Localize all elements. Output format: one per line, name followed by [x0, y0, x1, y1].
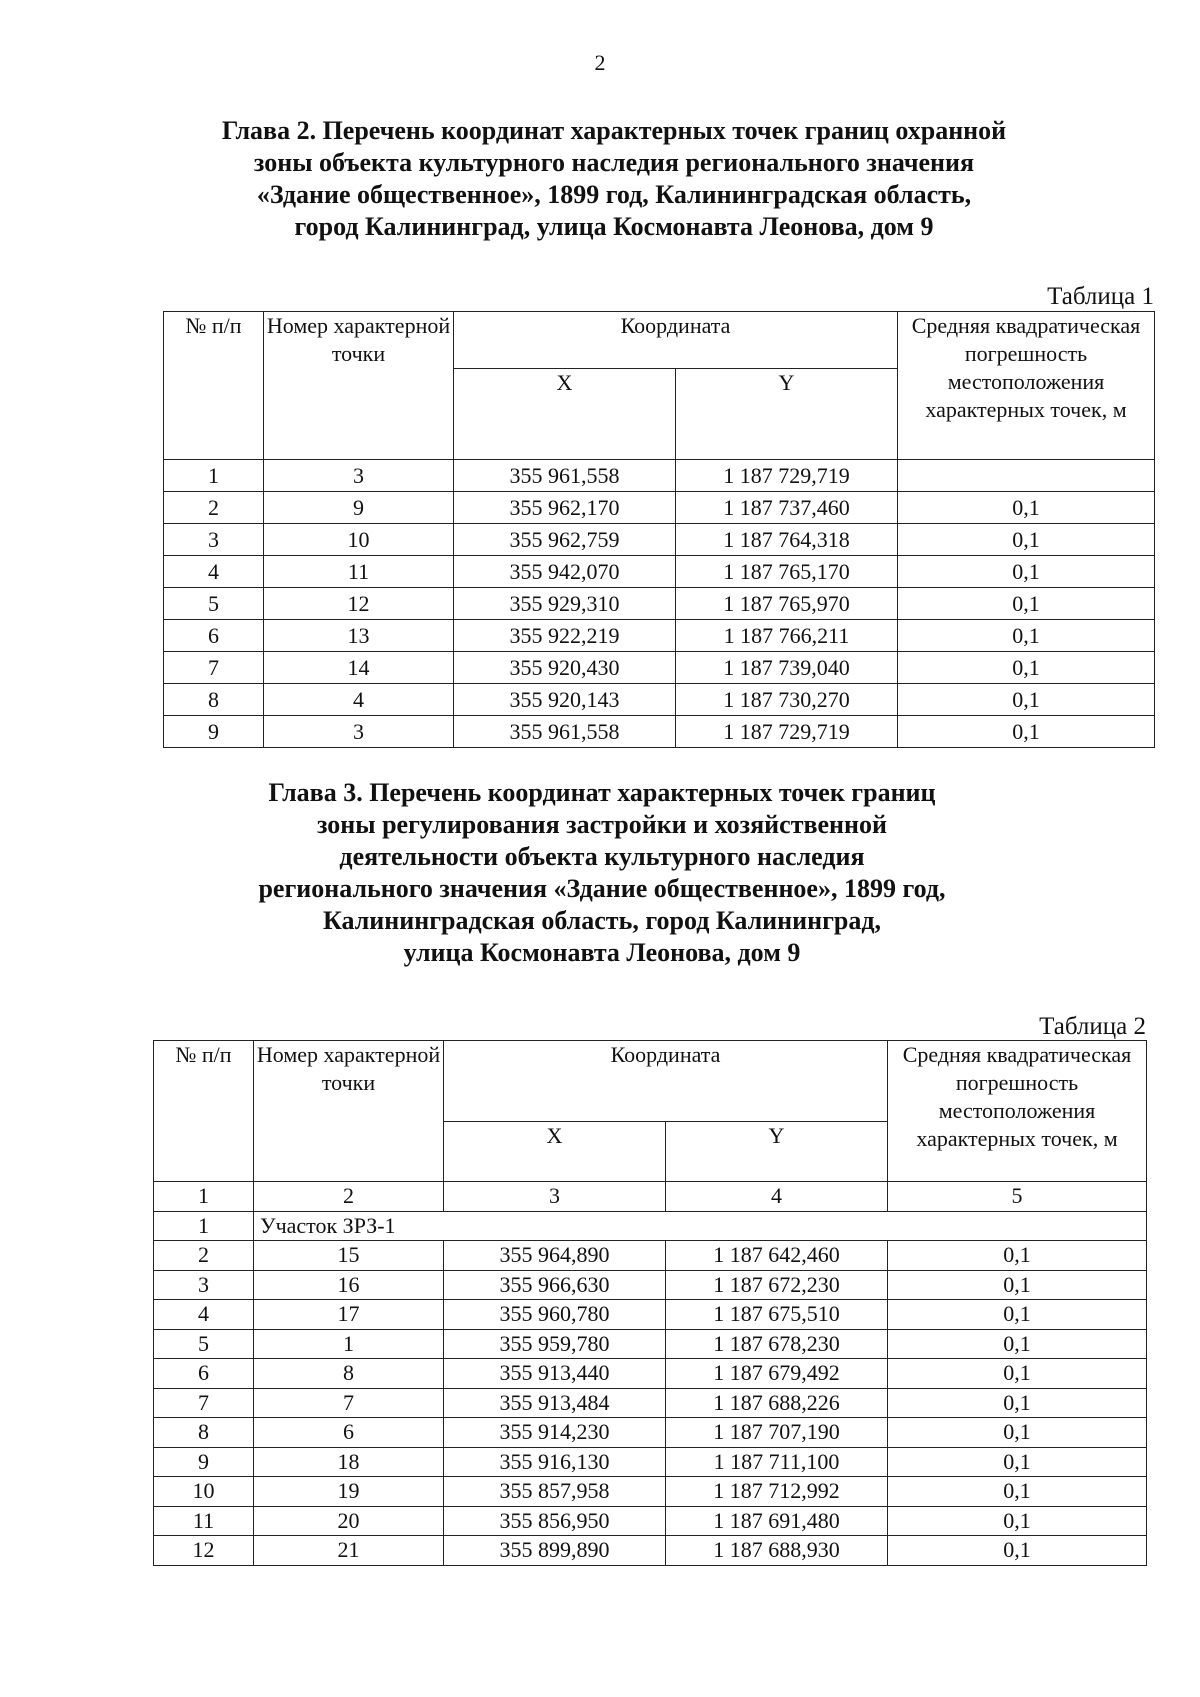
cell-error: 0,1 — [898, 524, 1155, 556]
cell-num: 6 — [164, 620, 264, 652]
cell-y: 1 187 730,270 — [676, 684, 898, 716]
table2-coordinates — [153, 1040, 1147, 1566]
cell-y: 1 187 764,318 — [676, 524, 898, 556]
cell-point-number: 19 — [254, 1477, 444, 1507]
cell-point-number: 6 — [254, 1418, 444, 1448]
table-row — [154, 1477, 1147, 1507]
table-row — [164, 556, 1155, 588]
cell-error: 0,1 — [888, 1447, 1147, 1477]
cell-error: 0,1 — [888, 1270, 1147, 1300]
section-row-label: Участок ЗРЗ-1 — [254, 1211, 1147, 1241]
cell-error: 0,1 — [898, 684, 1155, 716]
cell-point-number: 20 — [254, 1506, 444, 1536]
cell-x: 355 856,950 — [444, 1506, 666, 1536]
header-point-number: Номер характерной точки — [254, 1041, 444, 1182]
cell-x: 355 920,430 — [454, 652, 676, 684]
cell-num: 8 — [164, 684, 264, 716]
cell-x: 355 962,170 — [454, 492, 676, 524]
cell-y: 1 187 679,492 — [666, 1359, 888, 1389]
chapter2-title-line: зоны объекта культурного наследия регионального значения — [253, 148, 975, 177]
table-row — [164, 524, 1155, 556]
table-row — [164, 492, 1155, 524]
cell-point-number: 8 — [254, 1359, 444, 1389]
column-number: 2 — [254, 1182, 444, 1212]
cell-x: 355 964,890 — [444, 1241, 666, 1271]
table1-coordinates — [163, 311, 1155, 748]
header-error: Средняя квадратическая погрешность местоположения характерных точек, м — [888, 1041, 1147, 1182]
cell-error: 0,1 — [888, 1506, 1147, 1536]
table-row — [154, 1270, 1147, 1300]
cell-error: 0,1 — [888, 1418, 1147, 1448]
column-number: 3 — [444, 1182, 666, 1212]
cell-y: 1 187 675,510 — [666, 1300, 888, 1330]
cell-x: 355 961,558 — [454, 716, 676, 748]
cell-x: 355 899,890 — [444, 1536, 666, 1566]
cell-point-number: 13 — [264, 620, 454, 652]
table-row — [154, 1536, 1147, 1566]
header-coordinate: Координата — [454, 312, 898, 369]
cell-x: 355 916,130 — [444, 1447, 666, 1477]
cell-x: 355 959,780 — [444, 1329, 666, 1359]
cell-num: 10 — [154, 1477, 254, 1507]
cell-point-number: 17 — [254, 1300, 444, 1330]
page-number: 2 — [594, 50, 606, 75]
table-row — [154, 1329, 1147, 1359]
cell-error: 0,1 — [898, 588, 1155, 620]
chapter3-title-line: Глава 3. Перечень координат характерных точек границ — [268, 778, 936, 807]
cell-num: 3 — [164, 524, 264, 556]
cell-num: 2 — [154, 1241, 254, 1271]
cell-x: 355 914,230 — [444, 1418, 666, 1448]
header-coordinate: Координата — [444, 1041, 888, 1122]
cell-error: 0,1 — [888, 1359, 1147, 1389]
cell-num: 11 — [154, 1506, 254, 1536]
cell-num: 5 — [154, 1329, 254, 1359]
table-row — [154, 1300, 1147, 1330]
cell-point-number: 18 — [254, 1447, 444, 1477]
column-number: 4 — [666, 1182, 888, 1212]
chapter2-title — [14, 115, 1200, 243]
section-row-num: 1 — [154, 1211, 254, 1241]
cell-error: 0,1 — [888, 1477, 1147, 1507]
cell-point-number: 14 — [264, 652, 454, 684]
cell-error: 0,1 — [898, 556, 1155, 588]
cell-num: 5 — [164, 588, 264, 620]
cell-point-number: 3 — [264, 716, 454, 748]
cell-point-number: 12 — [264, 588, 454, 620]
cell-y: 1 187 739,040 — [676, 652, 898, 684]
cell-y: 1 187 642,460 — [666, 1241, 888, 1271]
cell-x: 355 960,780 — [444, 1300, 666, 1330]
cell-error: 0,1 — [888, 1241, 1147, 1271]
cell-num: 3 — [154, 1270, 254, 1300]
header-point-number: Номер характерной точки — [264, 312, 454, 460]
cell-error: 0,1 — [888, 1300, 1147, 1330]
table-row — [154, 1241, 1147, 1271]
cell-x: 355 961,558 — [454, 460, 676, 492]
chapter2-title-line: Глава 2. Перечень координат характерных точек границ охранной — [221, 116, 1007, 145]
cell-y: 1 187 729,719 — [676, 460, 898, 492]
table-row — [164, 588, 1155, 620]
header-x: X — [444, 1122, 666, 1182]
cell-num: 7 — [154, 1388, 254, 1418]
chapter2-title-line: город Калининград, улица Космонавта Леонова, дом 9 — [294, 212, 934, 241]
column-number: 5 — [888, 1182, 1147, 1212]
cell-x: 355 966,630 — [444, 1270, 666, 1300]
cell-point-number: 9 — [264, 492, 454, 524]
cell-error: 0,1 — [888, 1329, 1147, 1359]
cell-num: 12 — [154, 1536, 254, 1566]
cell-num: 4 — [164, 556, 264, 588]
cell-num: 7 — [164, 652, 264, 684]
cell-num: 9 — [154, 1447, 254, 1477]
table-row — [154, 1506, 1147, 1536]
header-x: X — [454, 369, 676, 460]
cell-x: 355 942,070 — [454, 556, 676, 588]
cell-point-number: 16 — [254, 1270, 444, 1300]
cell-num: 8 — [154, 1418, 254, 1448]
header-error: Средняя квадратическая погрешность местоположения характерных точек, м — [898, 312, 1155, 460]
cell-num: 4 — [154, 1300, 254, 1330]
cell-error: 0,1 — [888, 1388, 1147, 1418]
chapter2-title-line: «Здание общественное», 1899 год, Калининградская область, — [256, 180, 972, 209]
cell-y: 1 187 729,719 — [676, 716, 898, 748]
cell-y: 1 187 672,230 — [666, 1270, 888, 1300]
chapter3-title-line: улица Космонавта Леонова, дом 9 — [403, 938, 801, 967]
cell-num: 2 — [164, 492, 264, 524]
cell-y: 1 187 688,226 — [666, 1388, 888, 1418]
cell-num: 6 — [154, 1359, 254, 1389]
cell-point-number: 7 — [254, 1388, 444, 1418]
cell-point-number: 10 — [264, 524, 454, 556]
cell-x: 355 913,484 — [444, 1388, 666, 1418]
cell-point-number: 15 — [254, 1241, 444, 1271]
cell-x: 355 929,310 — [454, 588, 676, 620]
column-number: 1 — [154, 1182, 254, 1212]
chapter3-title-line: деятельности объекта культурного наследия — [339, 842, 865, 871]
cell-y: 1 187 765,170 — [676, 556, 898, 588]
cell-y: 1 187 678,230 — [666, 1329, 888, 1359]
cell-error: 0,1 — [898, 716, 1155, 748]
table-row — [154, 1388, 1147, 1418]
cell-y: 1 187 688,930 — [666, 1536, 888, 1566]
chapter3-title — [2, 777, 1200, 969]
cell-num: 9 — [164, 716, 264, 748]
header-y: Y — [676, 369, 898, 460]
table-row — [164, 652, 1155, 684]
table2-caption: Таблица 2 — [1039, 1013, 1146, 1040]
table-row — [154, 1359, 1147, 1389]
cell-point-number: 4 — [264, 684, 454, 716]
table-row — [164, 716, 1155, 748]
cell-point-number: 11 — [264, 556, 454, 588]
section-row — [154, 1211, 1147, 1241]
cell-y: 1 187 712,992 — [666, 1477, 888, 1507]
chapter3-title-line: регионального значения «Здание общественное», 1899 год, — [258, 874, 946, 903]
cell-point-number: 3 — [264, 460, 454, 492]
cell-x: 355 857,958 — [444, 1477, 666, 1507]
header-num: № п/п — [164, 312, 264, 460]
table1-caption: Таблица 1 — [1047, 283, 1154, 310]
table-row — [164, 620, 1155, 652]
table-row — [164, 684, 1155, 716]
cell-x: 355 922,219 — [454, 620, 676, 652]
cell-error: 0,1 — [898, 492, 1155, 524]
cell-y: 1 187 765,970 — [676, 588, 898, 620]
table-row — [154, 1447, 1147, 1477]
cell-error — [898, 460, 1155, 492]
cell-y: 1 187 691,480 — [666, 1506, 888, 1536]
cell-x: 355 962,759 — [454, 524, 676, 556]
table-row — [164, 460, 1155, 492]
chapter3-title-line: зоны регулирования застройки и хозяйственной — [317, 810, 887, 839]
cell-y: 1 187 737,460 — [676, 492, 898, 524]
cell-y: 1 187 766,211 — [676, 620, 898, 652]
cell-error: 0,1 — [898, 652, 1155, 684]
cell-x: 355 913,440 — [444, 1359, 666, 1389]
chapter3-title-line: Калининградская область, город Калининград, — [322, 906, 882, 935]
cell-x: 355 920,143 — [454, 684, 676, 716]
header-num: № п/п — [154, 1041, 254, 1182]
cell-num: 1 — [164, 460, 264, 492]
cell-point-number: 21 — [254, 1536, 444, 1566]
cell-y: 1 187 707,190 — [666, 1418, 888, 1448]
table-row — [154, 1418, 1147, 1448]
header-y: Y — [666, 1122, 888, 1182]
cell-y: 1 187 711,100 — [666, 1447, 888, 1477]
column-number-row — [154, 1182, 1147, 1212]
cell-error: 0,1 — [898, 620, 1155, 652]
cell-point-number: 1 — [254, 1329, 444, 1359]
cell-error: 0,1 — [888, 1536, 1147, 1566]
